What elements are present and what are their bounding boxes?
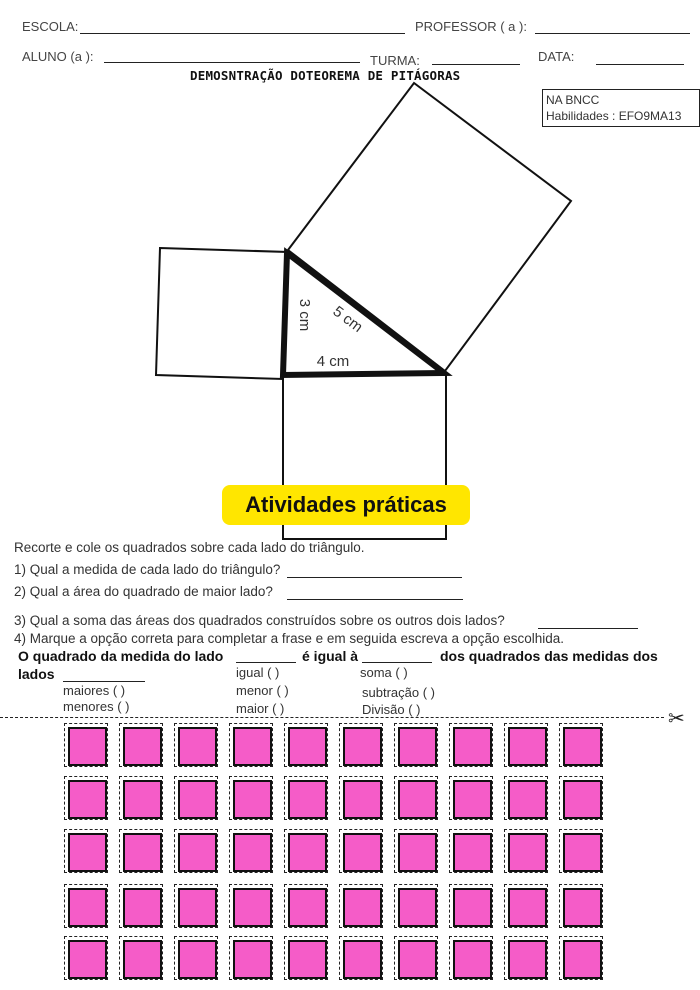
option-menor[interactable]: menor ( )	[236, 683, 289, 698]
side-label-4cm: 4 cm	[316, 353, 350, 370]
tile-fill	[288, 833, 327, 872]
tile-fill	[453, 833, 492, 872]
professor-label: PROFESSOR ( a ):	[415, 19, 527, 34]
aluno-label: ALUNO (a ):	[22, 49, 94, 64]
question-3: 3) Qual a soma das áreas dos quadrados construídos sobre os outros dois lados?	[14, 613, 505, 628]
tile-fill	[398, 727, 437, 766]
tile-fill	[343, 940, 382, 979]
option-divisao[interactable]: Divisão ( )	[362, 702, 421, 717]
bncc-line-2: Habilidades : EFO9MA13	[546, 109, 682, 123]
turma-label: TURMA:	[370, 53, 420, 68]
page-title: DEMOSNTRAÇÃO DOTEOREMA DE PITÁGORAS	[190, 68, 461, 83]
cutout-square-tile[interactable]	[559, 776, 603, 820]
cutout-square-tile[interactable]	[449, 936, 493, 980]
tile-fill	[123, 833, 162, 872]
tile-fill	[398, 940, 437, 979]
tile-fill	[288, 888, 327, 927]
cutout-square-tile[interactable]	[504, 936, 548, 980]
cutout-square-tile[interactable]	[449, 776, 493, 820]
cutout-square-tile[interactable]	[504, 776, 548, 820]
tile-fill	[178, 833, 217, 872]
tile-fill	[233, 780, 272, 819]
tile-fill	[508, 727, 547, 766]
cutout-square-tile[interactable]	[339, 723, 383, 767]
sentence-part-1: O quadrado da medida do lado	[18, 648, 224, 664]
cutout-square-tile[interactable]	[174, 884, 218, 928]
cutout-square-tile[interactable]	[284, 776, 328, 820]
option-subtracao[interactable]: subtração ( )	[362, 685, 435, 700]
cutout-square-tile[interactable]	[229, 723, 273, 767]
cutout-square-tile[interactable]	[119, 829, 163, 873]
cutout-square-tile[interactable]	[394, 829, 438, 873]
cutout-square-tile[interactable]	[339, 776, 383, 820]
tile-fill	[123, 940, 162, 979]
cutout-square-tile[interactable]	[284, 936, 328, 980]
cutout-square-tile[interactable]	[64, 884, 108, 928]
instructions-text: Recorte e cole os quadrados sobre cada lado do triângulo.	[14, 540, 365, 555]
cutout-square-tile[interactable]	[64, 723, 108, 767]
cutout-square-tile[interactable]	[339, 884, 383, 928]
tile-fill	[233, 833, 272, 872]
tile-fill	[453, 727, 492, 766]
tile-fill	[178, 940, 217, 979]
cutout-square-tile[interactable]	[229, 936, 273, 980]
cutout-square-tile[interactable]	[119, 936, 163, 980]
cutout-square-tile[interactable]	[229, 829, 273, 873]
tile-fill	[343, 833, 382, 872]
scissors-icon: ✂	[668, 706, 685, 730]
tile-fill	[178, 780, 217, 819]
cutout-square-tile[interactable]	[284, 884, 328, 928]
cutout-square-tile[interactable]	[394, 936, 438, 980]
cutout-square-tile[interactable]	[449, 829, 493, 873]
tile-fill	[123, 888, 162, 927]
cutout-square-tile[interactable]	[174, 776, 218, 820]
tile-fill	[508, 780, 547, 819]
escola-label: ESCOLA:	[22, 19, 79, 34]
tile-fill	[233, 727, 272, 766]
sentence-part-4: lados	[18, 666, 55, 682]
side-label-5cm: 5 cm	[329, 302, 366, 336]
sentence-part-2: é igual à	[302, 648, 359, 664]
sentence-part-3: dos quadrados das medidas dos	[440, 648, 658, 664]
cutout-square-tile[interactable]	[64, 776, 108, 820]
tile-fill	[178, 727, 217, 766]
cutout-square-tile[interactable]	[119, 884, 163, 928]
cutout-square-tile[interactable]	[394, 776, 438, 820]
question-2: 2) Qual a área do quadrado de maior lado?	[14, 584, 273, 599]
tile-fill	[453, 940, 492, 979]
cutout-square-tile[interactable]	[559, 829, 603, 873]
tile-fill	[398, 888, 437, 927]
tile-fill	[68, 888, 107, 927]
option-igual[interactable]: igual ( )	[236, 665, 280, 680]
cutout-square-tile[interactable]	[504, 884, 548, 928]
tile-fill	[343, 727, 382, 766]
tile-fill	[563, 727, 602, 766]
tile-fill	[288, 727, 327, 766]
tile-fill	[233, 888, 272, 927]
tile-fill	[563, 888, 602, 927]
cutout-square-tile[interactable]	[64, 829, 108, 873]
cutout-square-tile[interactable]	[284, 723, 328, 767]
option-maior[interactable]: maior ( )	[236, 701, 285, 716]
cutout-square-tile[interactable]	[394, 884, 438, 928]
tile-fill	[343, 780, 382, 819]
bncc-line-1: NA BNCC	[546, 93, 600, 107]
tile-fill	[123, 727, 162, 766]
cutout-square-tile[interactable]	[449, 723, 493, 767]
cutout-square-tile[interactable]	[229, 884, 273, 928]
cutout-square-tile[interactable]	[559, 723, 603, 767]
tile-fill	[68, 940, 107, 979]
tile-fill	[233, 940, 272, 979]
option-menores[interactable]: menores ( )	[63, 699, 130, 714]
tile-fill	[68, 780, 107, 819]
tile-fill	[508, 940, 547, 979]
cutout-square-tile[interactable]	[339, 829, 383, 873]
tile-fill	[563, 833, 602, 872]
cutout-square-tile[interactable]	[119, 776, 163, 820]
cutout-square-tile[interactable]	[504, 829, 548, 873]
tile-fill	[178, 888, 217, 927]
tile-fill	[68, 833, 107, 872]
cutout-square-tile[interactable]	[449, 884, 493, 928]
cutout-square-tile[interactable]	[229, 776, 273, 820]
tile-fill	[288, 780, 327, 819]
question-1: 1) Qual a medida de cada lado do triângulo?	[14, 562, 281, 577]
tile-fill	[398, 780, 437, 819]
tile-fill	[68, 727, 107, 766]
tile-fill	[453, 780, 492, 819]
tile-fill	[343, 888, 382, 927]
tile-fill	[453, 888, 492, 927]
option-soma[interactable]: soma ( )	[360, 665, 408, 680]
side-label-3cm: 3 cm	[296, 298, 313, 332]
cutout-square-tile[interactable]	[174, 829, 218, 873]
cutout-square-tile[interactable]	[394, 723, 438, 767]
tile-fill	[563, 780, 602, 819]
tile-fill	[398, 833, 437, 872]
cutout-square-tile[interactable]	[174, 723, 218, 767]
option-maiores[interactable]: maiores ( )	[63, 683, 126, 698]
cutout-square-tile[interactable]	[339, 936, 383, 980]
cutout-square-tile[interactable]	[559, 884, 603, 928]
tile-fill	[563, 940, 602, 979]
activities-banner: Atividades práticas	[222, 485, 470, 525]
tile-fill	[288, 940, 327, 979]
cutout-square-tile[interactable]	[119, 723, 163, 767]
tile-fill	[508, 888, 547, 927]
tile-fill	[508, 833, 547, 872]
tile-fill	[123, 780, 162, 819]
data-label: DATA:	[538, 49, 575, 64]
cutout-square-tile[interactable]	[64, 936, 108, 980]
cutout-square-tile[interactable]	[284, 829, 328, 873]
question-4: 4) Marque a opção correta para completar a frase e em seguida escreva a opção escolhida.	[14, 631, 565, 646]
cutout-square-tile[interactable]	[559, 936, 603, 980]
cutout-square-tile[interactable]	[504, 723, 548, 767]
cutout-square-tile[interactable]	[174, 936, 218, 980]
